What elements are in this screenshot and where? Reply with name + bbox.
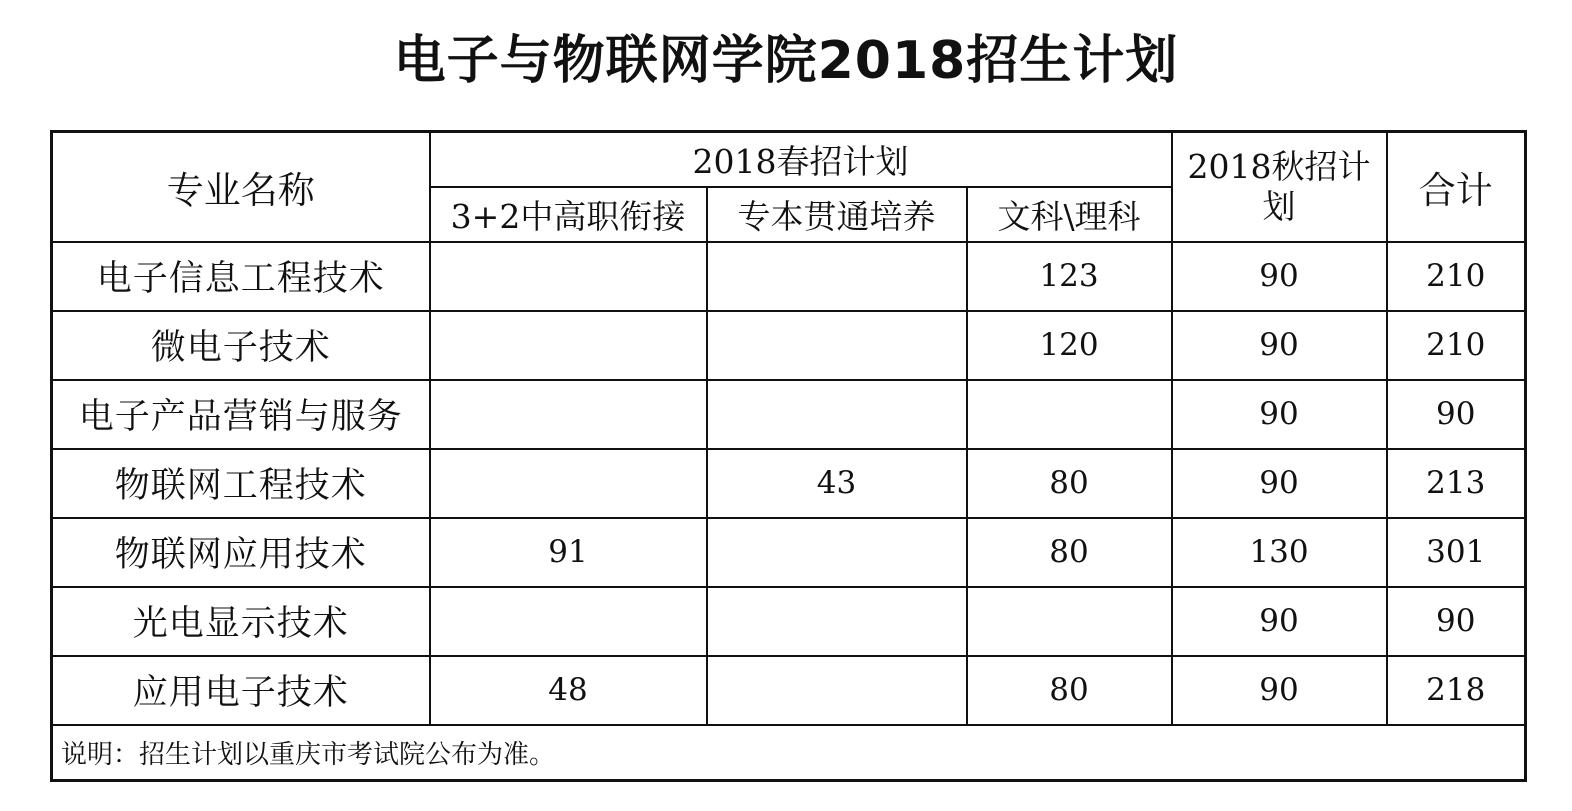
header-major: 专业名称	[52, 132, 430, 242]
major-name-cell: 电子产品营销与服务	[52, 380, 430, 449]
header-autumn-plan: 2018秋招计划	[1172, 132, 1387, 242]
plan-total-cell: 210	[1387, 242, 1526, 311]
plan-3plus2-cell	[430, 311, 707, 380]
major-name-cell: 微电子技术	[52, 311, 430, 380]
plan-wenli-cell	[967, 587, 1172, 656]
plan-total-cell: 213	[1387, 449, 1526, 518]
major-name-cell: 应用电子技术	[52, 656, 430, 725]
plan-autumn-cell: 90	[1172, 242, 1387, 311]
plan-total-cell: 90	[1387, 380, 1526, 449]
plan-autumn-cell: 90	[1172, 656, 1387, 725]
plan-wenli-cell: 80	[967, 656, 1172, 725]
table-row	[52, 242, 1526, 311]
major-name-cell: 物联网应用技术	[52, 518, 430, 587]
table-row	[52, 518, 1526, 587]
plan-zhuanben-cell	[707, 242, 967, 311]
plan-total-cell: 301	[1387, 518, 1526, 587]
plan-wenli-cell	[967, 380, 1172, 449]
plan-zhuanben-cell: 43	[707, 449, 967, 518]
table-row	[52, 656, 1526, 725]
plan-wenli-cell: 80	[967, 518, 1172, 587]
plan-wenli-cell: 120	[967, 311, 1172, 380]
header-total: 合计	[1387, 132, 1526, 242]
table-row	[52, 380, 1526, 449]
plan-autumn-cell: 130	[1172, 518, 1387, 587]
plan-autumn-cell: 90	[1172, 311, 1387, 380]
plan-zhuanben-cell	[707, 656, 967, 725]
plan-total-cell: 210	[1387, 311, 1526, 380]
plan-3plus2-cell: 91	[430, 518, 707, 587]
header-sub-zhuanben: 专本贯通培养	[707, 187, 967, 242]
plan-zhuanben-cell	[707, 587, 967, 656]
plan-autumn-cell: 90	[1172, 587, 1387, 656]
header-sub-wenli: 文科\理科	[967, 187, 1172, 242]
plan-wenli-cell: 123	[967, 242, 1172, 311]
plan-3plus2-cell	[430, 242, 707, 311]
header-row-1	[52, 132, 1526, 187]
major-name-cell: 物联网工程技术	[52, 449, 430, 518]
plan-3plus2-cell	[430, 587, 707, 656]
table-row	[52, 587, 1526, 656]
header-spring-plan: 2018春招计划	[430, 132, 1172, 187]
plan-total-cell: 218	[1387, 656, 1526, 725]
plan-3plus2-cell	[430, 380, 707, 449]
plan-autumn-cell: 90	[1172, 449, 1387, 518]
major-name-cell: 电子信息工程技术	[52, 242, 430, 311]
note-row	[52, 725, 1526, 781]
enrollment-plan-table	[50, 130, 1527, 782]
table-row	[52, 449, 1526, 518]
plan-zhuanben-cell	[707, 518, 967, 587]
header-sub-3plus2: 3+2中高职衔接	[430, 187, 707, 242]
major-name-cell: 光电显示技术	[52, 587, 430, 656]
plan-zhuanben-cell	[707, 311, 967, 380]
plan-autumn-cell: 90	[1172, 380, 1387, 449]
page-title: 电子与物联网学院2018招生计划	[393, 31, 1179, 91]
plan-3plus2-cell: 48	[430, 656, 707, 725]
plan-zhuanben-cell	[707, 380, 967, 449]
table-row	[52, 311, 1526, 380]
plan-total-cell: 90	[1387, 587, 1526, 656]
plan-3plus2-cell	[430, 449, 707, 518]
note-text: 说明：招生计划以重庆市考试院公布为准。	[52, 725, 1526, 781]
plan-wenli-cell: 80	[967, 449, 1172, 518]
